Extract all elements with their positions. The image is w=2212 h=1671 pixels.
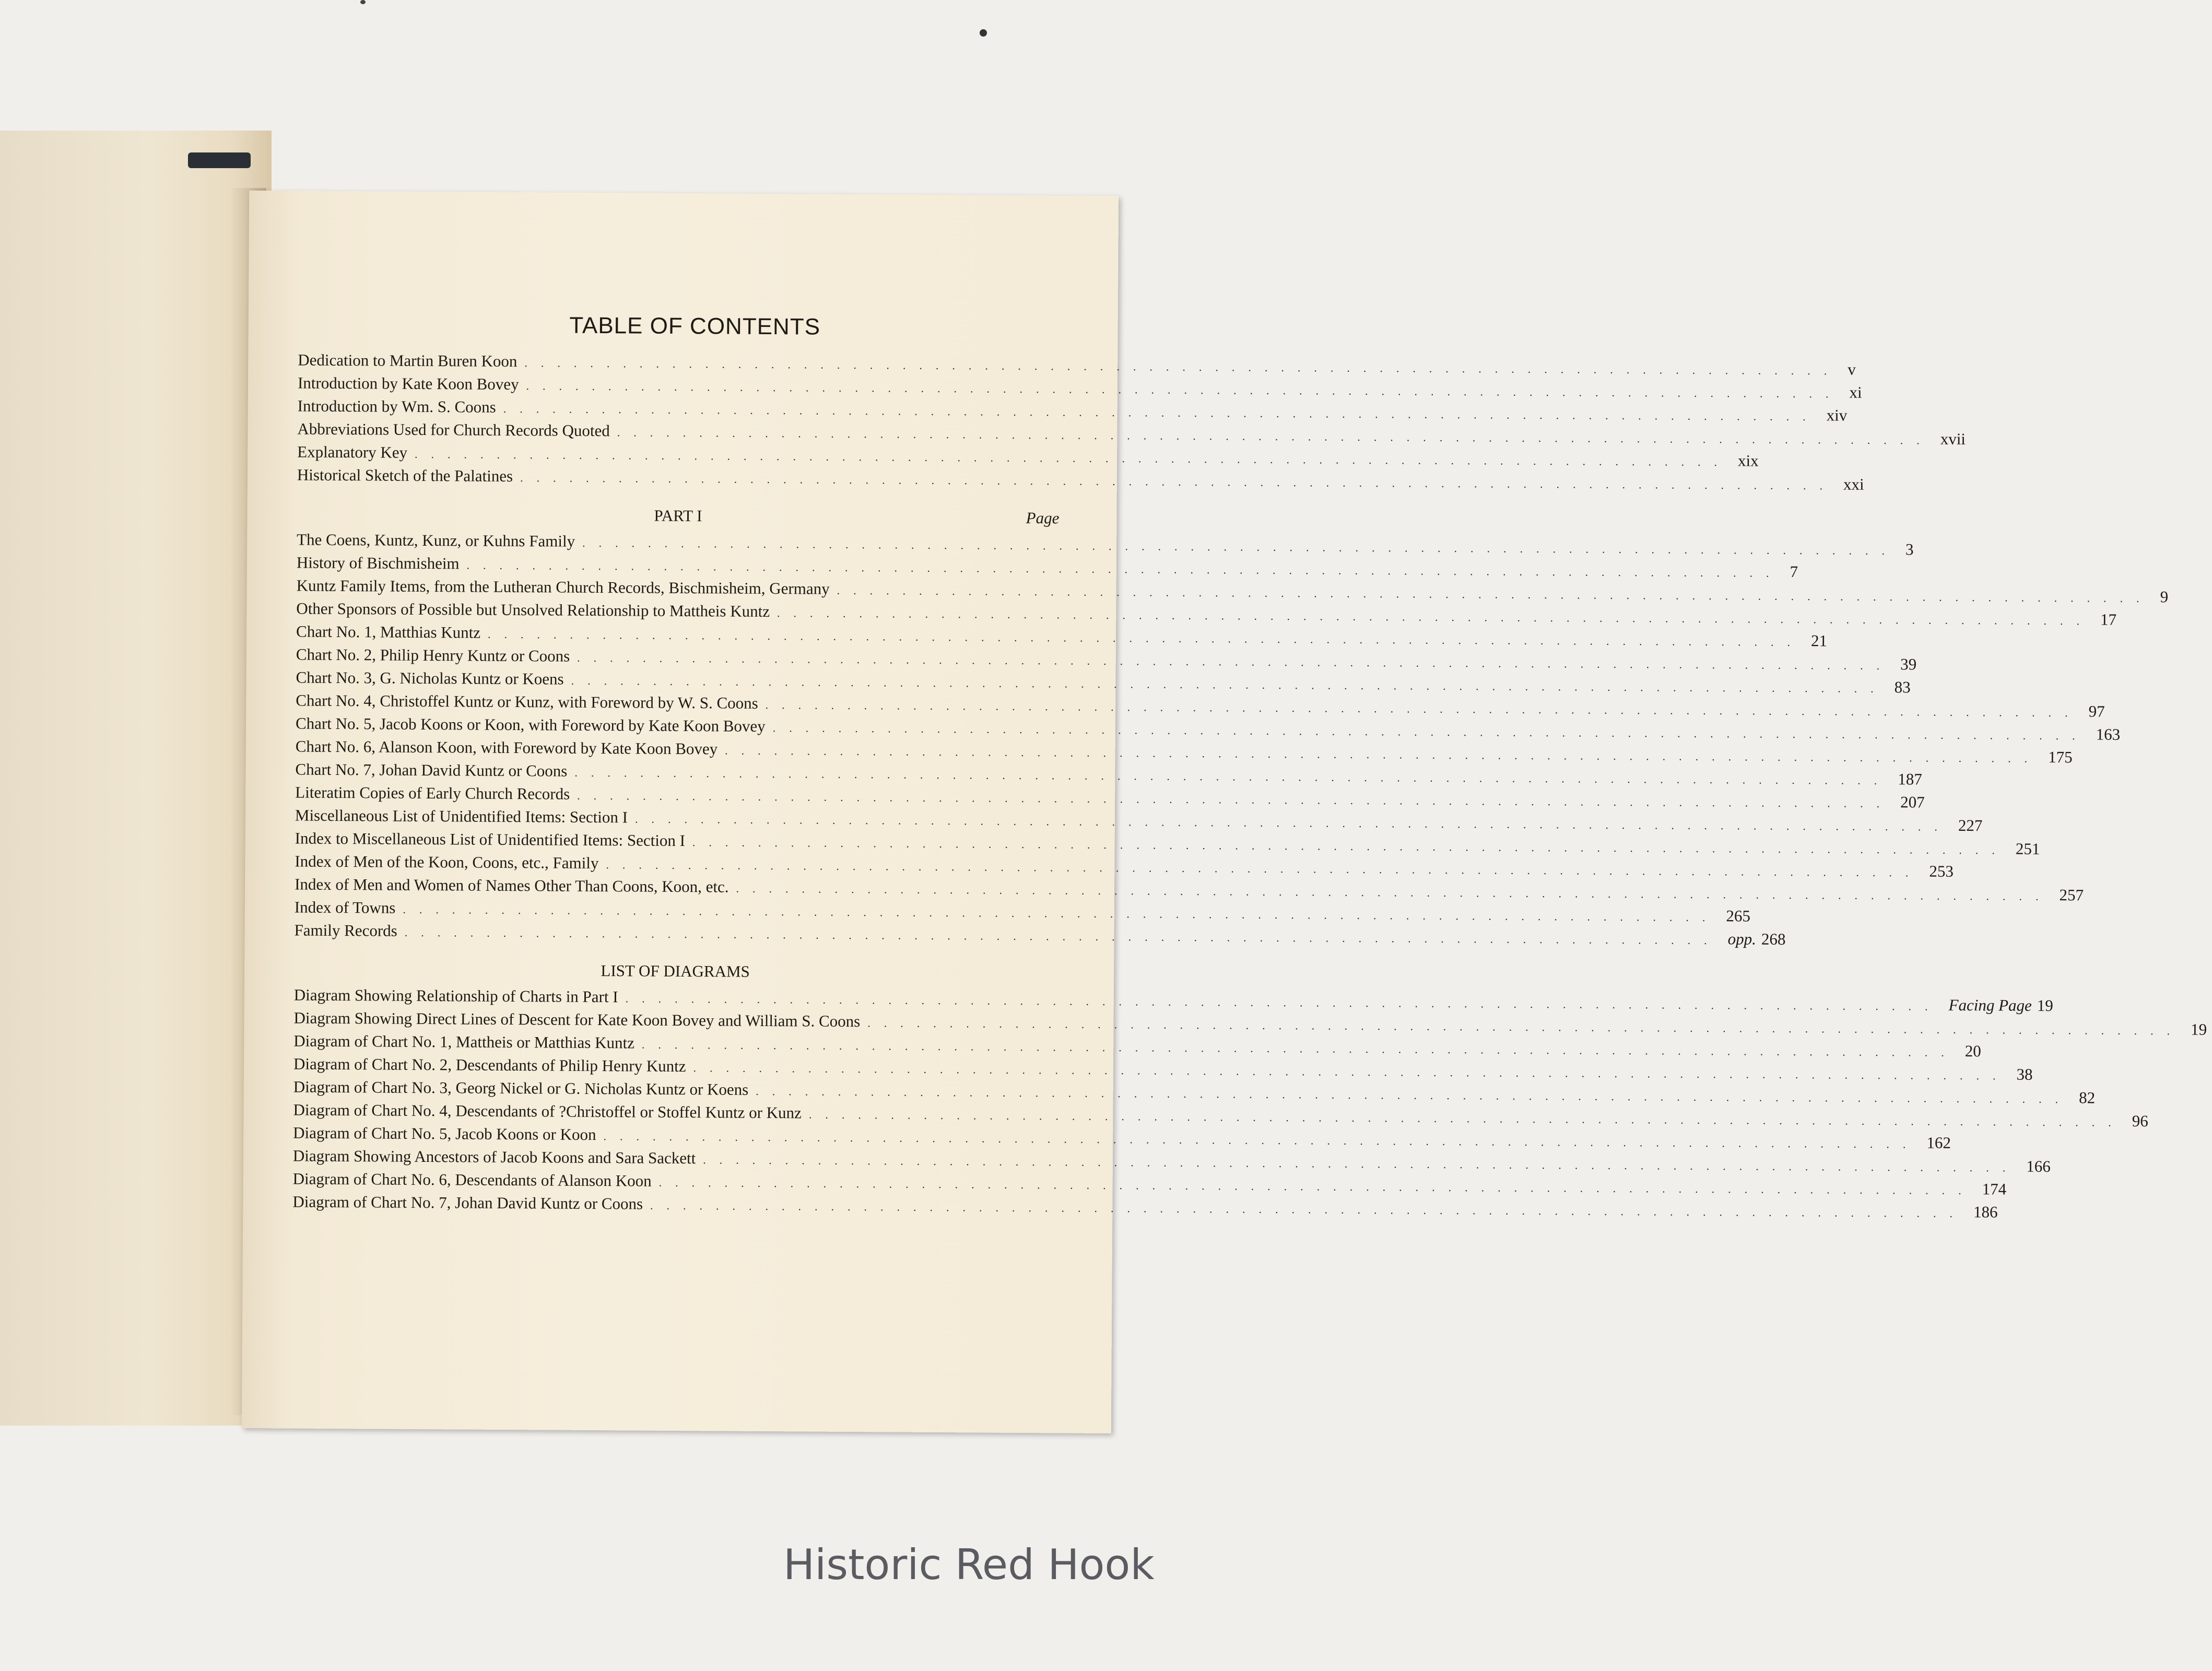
dot-leader: ................................................................................ — [582, 536, 1899, 558]
dot-leader: ................................................................................ — [571, 674, 1887, 696]
toc-entry-label: Chart No. 3, G. Nicholas Kuntz or Koens — [296, 668, 564, 688]
toc-entry-label: Diagram of Chart No. 4, Descendants of ?Christoffel or Stoffel Kuntz or Kunz — [293, 1100, 802, 1122]
toc-entry-page: 265 — [1726, 907, 1751, 925]
dot-leader: ................................................................................ — [404, 925, 1721, 947]
dot-leader: ................................................................................ — [625, 992, 1942, 1013]
toc-entry-label: Chart No. 6, Alanson Koon, with Foreword by Kate Koon Bovey — [295, 737, 718, 758]
toc-title: TABLE OF CONTENTS — [569, 312, 821, 340]
toc-entry-page: 227 — [1958, 816, 1983, 835]
toc-entry-page: 20 — [1964, 1042, 1981, 1061]
front-matter-list — [297, 349, 1966, 493]
dot-leader: ................................................................................ — [808, 1108, 2125, 1129]
toc-entry-page: 186 — [1973, 1203, 1998, 1221]
toc-entry-label: Chart No. 7, Johan David Kuntz or Coons — [295, 760, 568, 780]
dot-leader: ................................................................................ — [526, 379, 1842, 401]
toc-entry-note: opp. — [1727, 929, 1757, 948]
toc-entry-label: Diagram Showing Relationship of Charts in Part I — [293, 985, 618, 1006]
toc-entry-page: 19 — [2037, 996, 2053, 1015]
toc-entry-page: 21 — [1810, 631, 1828, 650]
toc-entry-label: Diagram of Chart No. 7, Johan David Kuntz or Coons — [292, 1192, 643, 1213]
toc-entry-page: 163 — [2096, 725, 2121, 744]
toc-entry-label: The Coens, Kuntz, Kunz, or Kuhns Family — [297, 530, 575, 550]
toc-entry-label: Diagram of Chart No. 2, Descendants of Philip Henry Kuntz — [293, 1054, 686, 1076]
toc-entry-page: 7 — [1790, 562, 1798, 581]
dot-leader: ................................................................................ — [867, 1016, 2184, 1038]
toc-entry-label: Chart No. 5, Jacob Koons or Koon, with Foreword by Kate Koon Bovey — [295, 714, 766, 735]
toc-entry-label: Diagram of Chart No. 3, Georg Nickel or G. Nicholas Kuntz or Koens — [293, 1077, 749, 1099]
dot-leader: ................................................................................ — [606, 858, 1922, 879]
toc-entry-page: 175 — [2048, 748, 2073, 767]
dot-leader: ................................................................................ — [403, 902, 1719, 924]
toc-entry-page: 39 — [1900, 655, 1917, 674]
dot-leader: ................................................................................ — [650, 1198, 1967, 1220]
toc-entry-label: Index to Miscellaneous List of Unidentified Items: Section I — [295, 829, 686, 850]
toc-entry-page: xi — [1849, 383, 1862, 402]
toc-entry-page: xxi — [1843, 475, 1864, 493]
toc-entry-page: 268 — [1761, 929, 1786, 948]
toc-entry-label: Introduction by Kate Koon Bovey — [297, 373, 519, 394]
toc-entry-label: Diagram of Chart No. 5, Jacob Koons or Koon — [293, 1123, 596, 1144]
speck — [360, 0, 366, 4]
right-page — [242, 191, 2207, 1433]
toc-entry-label: Kuntz Family Items, from the Lutheran Church Records, Bischmisheim, Germany — [296, 576, 830, 598]
toc-entry-label: Literatim Copies of Early Church Records — [295, 783, 570, 803]
toc-entry-label: Explanatory Key — [297, 442, 408, 462]
diagrams-list — [292, 983, 2207, 1221]
toc-entry-label: Diagram Showing Direct Lines of Descent for Kate Koon Bovey and William S. Coons — [293, 1008, 861, 1031]
toc-entry-page: 3 — [1905, 540, 1914, 559]
part-one-header — [297, 499, 1059, 533]
part-one-heading: PART I — [654, 506, 702, 525]
dot-leader: ................................................................................ — [577, 789, 1893, 810]
toc-entry-label: Abbreviations Used for Church Records Quoted — [297, 419, 610, 440]
watermark: Historic Red Hook — [783, 1540, 1155, 1589]
toc-entry-label: Dedication to Martin Buren Koon — [298, 350, 517, 371]
diagrams-heading: LIST OF DIAGRAMS — [601, 961, 750, 981]
dot-leader: ................................................................................ — [776, 606, 2093, 628]
page-column-label: Page — [1026, 509, 1060, 527]
toc-entry-page: xiv — [1826, 406, 1848, 425]
dot-leader: ................................................................................ — [641, 1038, 1958, 1059]
dot-leader: ................................................................................ — [617, 426, 1933, 447]
toc-entry-page: xix — [1737, 451, 1759, 470]
toc-entry-label: Family Records — [294, 921, 397, 940]
toc-entry-page: xvii — [1940, 429, 1966, 449]
toc-entry-page: 82 — [2079, 1088, 2096, 1107]
toc-entry-page: 162 — [1926, 1133, 1951, 1152]
toc-entry-page: 17 — [2100, 610, 2117, 629]
dot-leader: ................................................................................ — [765, 698, 2081, 720]
toc-entry-page: 166 — [2026, 1157, 2051, 1176]
dot-leader: ................................................................................ — [725, 744, 2041, 765]
dot-leader: ................................................................................ — [503, 402, 1819, 423]
dot-leader: ................................................................................ — [603, 1129, 1920, 1151]
toc-entry-page: 38 — [2016, 1065, 2033, 1084]
dot-leader: ................................................................................ — [415, 447, 1731, 469]
toc-entry-label: Chart No. 2, Philip Henry Kuntz or Coons — [296, 645, 570, 665]
dot-leader: ................................................................................ — [574, 766, 1891, 787]
dot-leader: ................................................................................ — [703, 1153, 2019, 1174]
toc-entry-page: 83 — [1894, 678, 1911, 697]
toc-entry-label: Other Sponsors of Possible but Unsolved Relationship to Mattheis Kuntz — [296, 599, 770, 621]
toc-entry-label: Miscellaneous List of Unidentified Items: Section I — [295, 806, 628, 827]
toc-entry-page: 257 — [2059, 886, 2084, 904]
toc-entry-label: History of Bischmisheim — [296, 553, 460, 573]
toc-entry-page: 19 — [2191, 1020, 2207, 1039]
toc-entry-label: Index of Men of the Koon, Coons, etc., Family — [295, 852, 599, 873]
toc-entry-label: Diagram Showing Ancestors of Jacob Koons and Sara Sackett — [292, 1146, 696, 1168]
toc-entry-label: Introduction by Wm. S. Coons — [297, 396, 496, 416]
dot-leader: ................................................................................ — [692, 836, 2008, 857]
toc-content — [292, 311, 2207, 1221]
toc-entry-page: v — [1848, 360, 1856, 379]
toc-entry-page: 97 — [2088, 702, 2105, 721]
dot-leader: ................................................................................ — [634, 812, 1951, 833]
toc-entry-page: 96 — [2132, 1111, 2148, 1131]
dot-leader: ................................................................................ — [488, 627, 1804, 649]
toc-entry-page: 9 — [2160, 587, 2169, 606]
dot-leader: ................................................................................ — [693, 1061, 2009, 1082]
toc-entry-page: 174 — [1982, 1180, 2007, 1198]
toc-entry-note: Facing Page — [1948, 995, 2032, 1015]
book-spine — [188, 152, 251, 168]
dot-leader: ................................................................................ — [837, 583, 2153, 605]
toc-entry-label: Index of Towns — [294, 898, 396, 917]
dot-leader: ................................................................................ — [524, 356, 1841, 378]
toc-entry-label: Historical Sketch of the Palatines — [297, 465, 513, 486]
diagrams-header — [294, 954, 1056, 988]
toc-entry-label: Chart No. 4, Christoffel Kuntz or Kunz, with Foreword by W. S. Coons — [296, 691, 758, 712]
dot-leader: ................................................................................ — [772, 721, 2089, 743]
toc-entry-page: 253 — [1929, 862, 1954, 880]
dot-leader: ................................................................................ — [466, 558, 1783, 580]
toc-entry-label: Diagram of Chart No. 6, Descendants of Alanson Koon — [292, 1169, 652, 1190]
toc-entry-page: 187 — [1898, 770, 1922, 789]
dot-leader: ................................................................................ — [756, 1084, 2072, 1106]
toc-entry-label: Index of Men and Women of Names Other Than Coons, Koon, etc. — [295, 875, 729, 896]
speck — [980, 29, 987, 37]
toc-entry-page: 251 — [2015, 839, 2040, 858]
dot-leader: ................................................................................ — [577, 651, 1893, 673]
part-one-list — [294, 528, 2169, 948]
toc-entry-label: Chart No. 1, Matthias Kuntz — [296, 622, 481, 642]
dot-leader: ................................................................................ — [520, 471, 1837, 492]
dot-leader: ................................................................................ — [658, 1175, 1975, 1197]
toc-entry-label: Diagram of Chart No. 1, Mattheis or Matthias Kuntz — [293, 1031, 634, 1052]
toc-entry-page: 207 — [1900, 793, 1925, 811]
dot-leader: ................................................................................ — [736, 881, 2052, 903]
